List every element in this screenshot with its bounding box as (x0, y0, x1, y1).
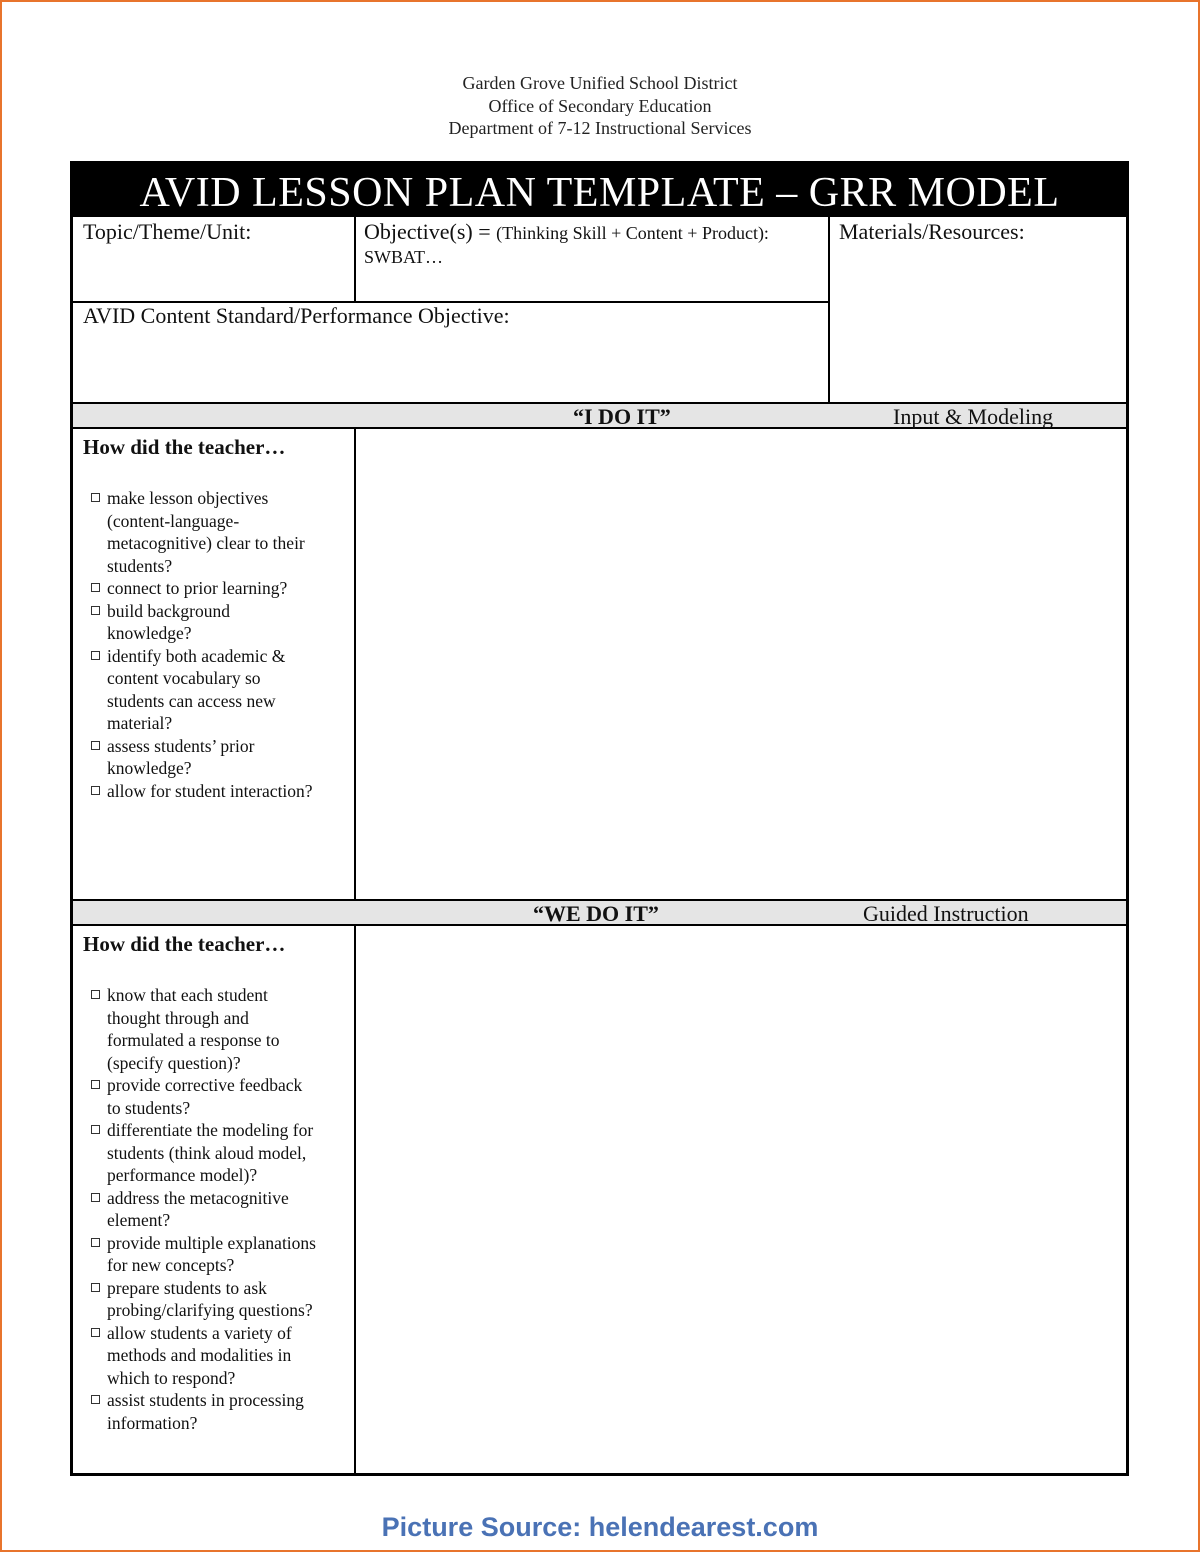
checklist-item (83, 600, 349, 645)
checklist-item (83, 577, 349, 600)
phase-description: Guided Instruction (863, 901, 1029, 926)
checklist-item (83, 984, 349, 1074)
checklist-item-text: differentiate the modeling for (107, 1120, 314, 1140)
checklist-item-text: students (think aloud model, (107, 1142, 307, 1163)
checklist-item-text: thought through and (107, 1007, 249, 1028)
checklist-item (83, 1389, 349, 1434)
checklist-item-text: knowledge? (107, 758, 192, 778)
checklist-item-text: content vocabulary so (107, 668, 261, 688)
form-title: AVID LESSON PLAN TEMPLATE – GRR MODEL (73, 164, 1126, 217)
checklist-item-text: knowledge? (107, 623, 192, 643)
checklist-item-text: connect to prior learning? (107, 578, 288, 598)
phase-label: “I DO IT” (573, 404, 671, 429)
divider (828, 217, 830, 403)
department-name: Department of 7-12 Instructional Services (448, 118, 752, 138)
lesson-plan-form (70, 161, 1129, 1476)
checklist-item-text: performance model)? (107, 1165, 258, 1185)
checkbox-icon[interactable] (91, 1283, 100, 1292)
question-heading: How did the teacher… (83, 932, 286, 956)
checklist-item (83, 1322, 349, 1390)
divider (354, 217, 356, 302)
checklist-item-text: build background (107, 600, 230, 621)
checklist-item (83, 645, 349, 735)
checklist-item (83, 1119, 349, 1187)
checkbox-icon[interactable] (91, 786, 100, 795)
district-name: Garden Grove Unified School District (462, 73, 738, 93)
checklist-item-text: prepare students to ask (107, 1277, 267, 1298)
phase-description: Input & Modeling (893, 404, 1054, 429)
checklist-item (83, 780, 349, 803)
checkbox-icon[interactable] (91, 651, 100, 660)
checklist-item-text: methods and modalities in (107, 1345, 292, 1365)
materials-field[interactable] (839, 220, 1124, 400)
checklist-item-text: assist students in processing (107, 1390, 304, 1410)
checklist-item-text: to students? (107, 1097, 191, 1118)
checkbox-icon[interactable] (91, 1193, 100, 1202)
we-do-it-questions (83, 932, 349, 1472)
checklist-item-text: element? (107, 1210, 171, 1230)
checklist-item-text: formulated a response to (107, 1030, 280, 1050)
document-header (0, 72, 1200, 140)
checklist-item (83, 1232, 349, 1277)
checklist-item-text: for new concepts? (107, 1255, 235, 1275)
standard-label: AVID Content Standard/Performance Objective: (83, 303, 510, 328)
objective-field[interactable] (364, 220, 824, 300)
checklist-item-text: (specify question)? (107, 1052, 241, 1073)
phase-label: “WE DO IT” (533, 901, 659, 926)
checkbox-icon[interactable] (91, 1080, 100, 1089)
checklist-item-text: provide corrective feedback (107, 1075, 303, 1095)
checkbox-icon[interactable] (91, 493, 100, 502)
question-heading: How did the teacher… (83, 435, 286, 459)
checklist-item-text: assess students’ prior (107, 735, 255, 756)
topic-field[interactable] (83, 220, 348, 300)
checklist-item (83, 1277, 349, 1322)
checklist-item-text: probing/clarifying questions? (107, 1300, 313, 1320)
office-name: Office of Secondary Education (488, 95, 712, 116)
we-do-it-band (73, 899, 1126, 926)
checklist-item-text: students can access new (107, 690, 276, 711)
checklist-item-text: identify both academic & (107, 645, 286, 666)
checklist-item (83, 1187, 349, 1232)
checkbox-icon[interactable] (91, 990, 100, 999)
i-do-it-questions (83, 435, 349, 895)
checkbox-icon[interactable] (91, 1125, 100, 1134)
checklist-item (83, 1074, 349, 1119)
checkbox-icon[interactable] (91, 606, 100, 615)
objective-label: Objective(s) = (364, 219, 491, 244)
standard-field[interactable] (83, 304, 823, 400)
checklist-item-text: allow for student interaction? (107, 780, 313, 801)
i-do-it-notes-area[interactable] (356, 429, 1126, 899)
checklist-item-text: make lesson objectives (107, 488, 269, 508)
materials-label: Materials/Resources: (839, 219, 1025, 244)
checkbox-icon[interactable] (91, 583, 100, 592)
checklist-item (83, 487, 349, 577)
checklist-item-text: address the metacognitive (107, 1187, 289, 1208)
topic-label: Topic/Theme/Unit: (83, 219, 252, 244)
checklist-item-text: material? (107, 713, 173, 733)
checklist-item-text: (content-language- (107, 510, 240, 531)
checklist-item-text: students? (107, 555, 173, 576)
objective-hint: (Thinking Skill + Content + Product): (496, 223, 769, 243)
objective-value: SWBAT… (364, 247, 444, 267)
picture-source[interactable]: Picture Source: helendearest.com (381, 1512, 819, 1542)
checklist-item-text: which to respond? (107, 1367, 236, 1388)
checkbox-icon[interactable] (91, 1238, 100, 1247)
checklist (83, 984, 349, 1434)
we-do-it-notes-area[interactable] (356, 926, 1126, 1476)
checklist-item-text: metacognitive) clear to their (107, 533, 305, 553)
checklist-item-text: provide multiple explanations (107, 1232, 316, 1253)
checklist (83, 487, 349, 802)
checkbox-icon[interactable] (91, 1328, 100, 1337)
checklist-item-text: allow students a variety of (107, 1322, 292, 1343)
checklist-item-text: know that each student (107, 985, 268, 1005)
checkbox-icon[interactable] (91, 741, 100, 750)
checklist-item-text: information? (107, 1412, 198, 1433)
checklist-item (83, 735, 349, 780)
checkbox-icon[interactable] (91, 1395, 100, 1404)
i-do-it-band (73, 402, 1126, 429)
